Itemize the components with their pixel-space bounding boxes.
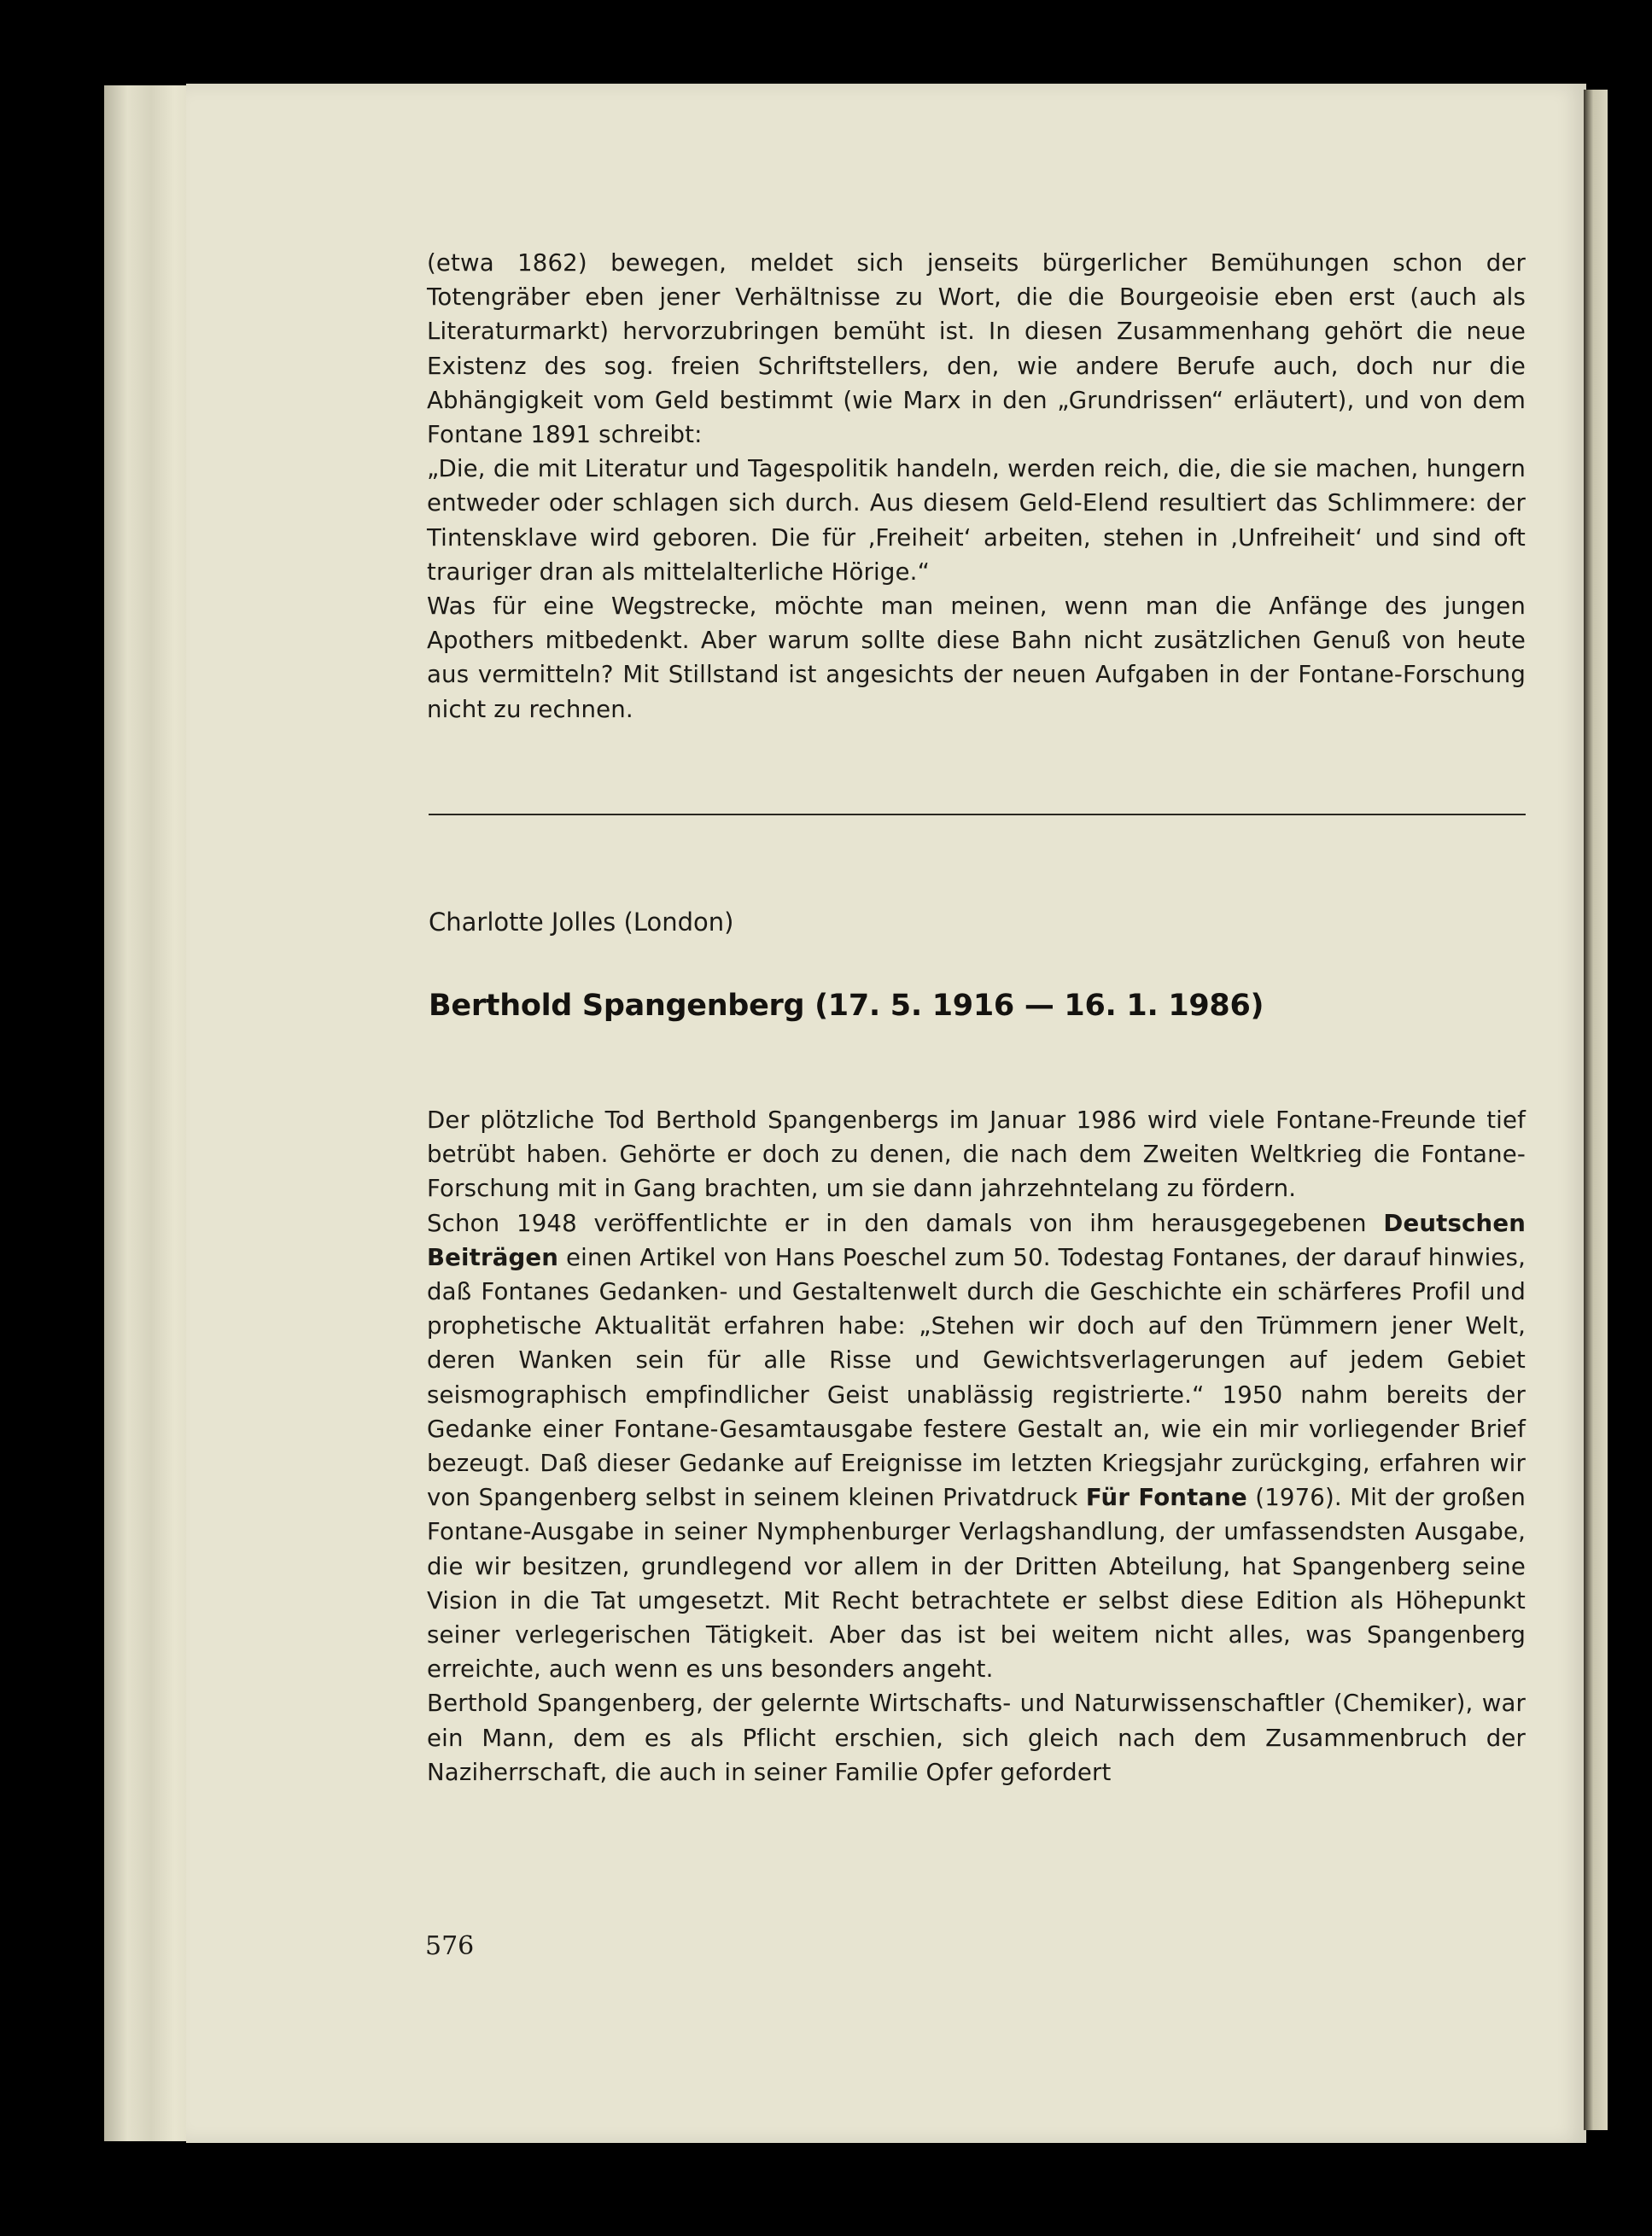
continuation-text xyxy=(427,246,1526,727)
article-author: Charlotte Jolles (London) xyxy=(429,908,734,937)
next-page-edge xyxy=(1584,90,1608,2130)
paragraph: Was für eine Wegstrecke, möchte man meinen, wenn man die Anfänge des jungen Apothers mitbedenkt. Aber warum sollte diese Bahn nicht zusätzlichen Genuß von heute aus vermitteln? Mit Stillstand ist angesichts der neuen Aufgaben in der Fontane-Forschung nicht zu rechnen. xyxy=(427,592,1526,723)
paragraph: (etwa 1862) bewegen, meldet sich jenseits bürgerlicher Bemühungen schon der Totengräber eben jener Verhältnisse zu Wort, die die Bourgeoisie eben erst (auch als Literaturmarkt) hervorzubringen bemüht ist. In diesen Zusammenhang gehört die neue Existenz des sog. freien Schriftstellers, den, wie andere Berufe auch, doch nur die Abhängigkeit vom Geld bestimmt (wie Marx in den „Grundrissen“ erläutert), und von dem Fontane 1891 schreibt: xyxy=(427,248,1526,449)
paragraph: Der plötzliche Tod Berthold Spangenbergs im Januar 1986 wird viele Fontane-Freunde tief betrübt haben. Gehörte er doch zu denen, die nach dem Zweiten Weltkrieg die Fontane-Forschung mit in Gang brachten, um sie dann jahrzehntelang zu fördern. xyxy=(427,1106,1526,1203)
publication-title: Für Fontane xyxy=(1085,1483,1247,1512)
quote-paragraph: „Die, die mit Literatur und Tagespolitik handeln, werden reich, die, die sie machen, hungern entweder oder schlagen sich durch. Aus diesem Geld-Elend resultiert das Schlimmere: der Tintensklave wird geboren. Die für ‚Freiheit‘ arbeiten, stehen in ‚Unfreiheit‘ und sind oft trauriger dran als mittelalterliche Hörige.“ xyxy=(427,454,1526,586)
section-divider xyxy=(429,814,1526,815)
article-title: Berthold Spangenberg (17. 5. 1916 — 16. 1. 1986) xyxy=(429,989,1264,1023)
paragraph: Berthold Spangenberg, der gelernte Wirtschafts- und Naturwissenschaftler (Chemiker), war ein Mann, dem es als Pflicht erschien, sich gleich nach dem Zusammenbruch der Naziherrschaft, die auch in seiner Familie Opfer gefordert xyxy=(427,1689,1526,1786)
paragraph: Schon 1948 veröffentlichte er in den damals von ihm herausgegebenen Deutschen Beiträgen einen Artikel von Hans Poeschel zum 50. Todestag Fontanes, der darauf hinwies, daß Fontanes Gedanken- und Gestaltenwelt durch die Geschichte ein schärferes Profil und prophetische Aktualität erfahren habe: „Stehen wir doch auf den Trümmern jener Welt, deren Wanken sein für alle Risse und Gewichtsverlagerungen auf jedem Gebiet seismographisch empfindlicher Geist unablässig registrierte.“ 1950 nahm bereits der Gedanke einer Fontane-Gesamtausgabe festere Gestalt an, wie ein mir vorliegender Brief bezeugt. Daß dieser Gedanke auf Ereignisse im letzten Kriegsjahr zurückging, erfahren wir von Spangenberg selbst in seinem kleinen Privatdruck Für Fontane (1976). Mit der großen Fontane-Ausgabe in seiner Nymphenburger Verlagshandlung, der umfassendsten Ausgabe, die wir besitzen, grundlegend vor allem in der Dritten Abteilung, hat Spangenberg seine Vision in die Tat umgesetzt. Mit Recht betrachtete er selbst diese Edition als Höhepunkt seiner verlegerischen Tätigkeit. Aber das ist bei weitem nicht alles, was Spangenberg erreichte, auch wenn es uns besonders angeht. xyxy=(427,1208,1526,1684)
article-body xyxy=(427,1103,1526,1789)
page-edge xyxy=(104,85,198,2141)
page-number: 576 xyxy=(425,1931,475,1961)
publication-title: Deutschen Beiträgen xyxy=(427,1208,1526,1271)
